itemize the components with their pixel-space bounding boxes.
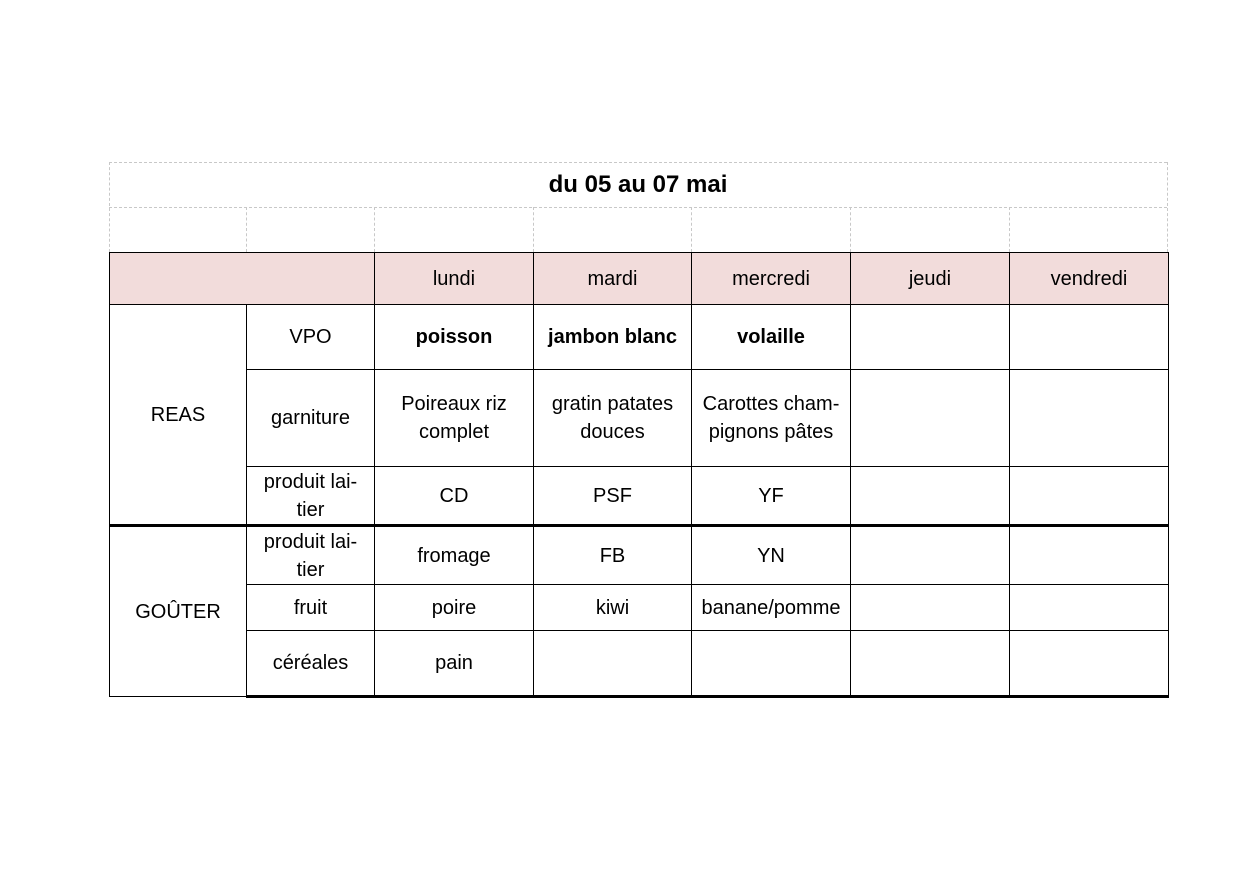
table-row bbox=[110, 467, 1169, 526]
table-row bbox=[110, 585, 1169, 631]
page-title: du 05 au 07 mai bbox=[548, 171, 728, 198]
row-label-vpo: VPO bbox=[247, 305, 375, 370]
cell-laitier-vendredi bbox=[1010, 467, 1169, 526]
cell-cereales-mardi bbox=[534, 631, 692, 697]
cell-gouter-laitier-mardi: FB bbox=[534, 526, 692, 585]
cell-fruit-vendredi bbox=[1010, 585, 1169, 631]
cell-laitier-mercredi: YF bbox=[692, 467, 851, 526]
cell-garniture-jeudi bbox=[851, 370, 1010, 467]
cell-gouter-laitier-lundi: fromage bbox=[375, 526, 534, 585]
header-corner-cell bbox=[110, 253, 375, 305]
cell-fruit-jeudi bbox=[851, 585, 1010, 631]
cell-gouter-laitier-mercredi: YN bbox=[692, 526, 851, 585]
cell-fruit-mardi: kiwi bbox=[534, 585, 692, 631]
group-label-gouter: GOÛTER bbox=[110, 526, 247, 697]
cell-fruit-mercredi: banane/pomme bbox=[692, 585, 851, 631]
blank-row-gridline bbox=[1009, 207, 1010, 252]
table-row bbox=[110, 370, 1169, 467]
cell-vpo-lundi: poisson bbox=[375, 305, 534, 370]
row-label-fruit: fruit bbox=[247, 585, 375, 631]
cell-cereales-lundi: pain bbox=[375, 631, 534, 697]
row-label-produit-laitier: produit lai-tier bbox=[247, 467, 375, 526]
title-right-gridline bbox=[1167, 162, 1168, 252]
table-header-row bbox=[110, 253, 1169, 305]
table-row bbox=[110, 631, 1169, 697]
cell-gouter-laitier-vendredi bbox=[1010, 526, 1169, 585]
cell-garniture-mardi: gratin patates douces bbox=[534, 370, 692, 467]
cell-garniture-mercredi: Carottes cham-pignons pâtes bbox=[692, 370, 851, 467]
cell-vpo-mardi: jambon blanc bbox=[534, 305, 692, 370]
blank-row-gridline bbox=[850, 207, 851, 252]
row-label-produit-laitier: produit lai-tier bbox=[247, 526, 375, 585]
cell-laitier-lundi: CD bbox=[375, 467, 534, 526]
cell-garniture-lundi: Poireaux riz complet bbox=[375, 370, 534, 467]
blank-row-gridline bbox=[246, 207, 247, 252]
day-header-lundi: lundi bbox=[375, 253, 534, 305]
table-row bbox=[110, 526, 1169, 585]
cell-garniture-vendredi bbox=[1010, 370, 1169, 467]
blank-row-gridline bbox=[691, 207, 692, 252]
day-header-mardi: mardi bbox=[534, 253, 692, 305]
cell-fruit-lundi: poire bbox=[375, 585, 534, 631]
blank-row-gridline bbox=[374, 207, 375, 252]
cell-cereales-jeudi bbox=[851, 631, 1010, 697]
cell-vpo-vendredi bbox=[1010, 305, 1169, 370]
menu-table bbox=[109, 252, 1169, 698]
cell-laitier-mardi: PSF bbox=[534, 467, 692, 526]
day-header-vendredi: vendredi bbox=[1010, 253, 1169, 305]
blank-row-gridline bbox=[533, 207, 534, 252]
cell-laitier-jeudi bbox=[851, 467, 1010, 526]
day-header-jeudi: jeudi bbox=[851, 253, 1010, 305]
cell-cereales-mercredi bbox=[692, 631, 851, 697]
cell-cereales-vendredi bbox=[1010, 631, 1169, 697]
day-header-mercredi: mercredi bbox=[692, 253, 851, 305]
group-label-reas: REAS bbox=[110, 305, 247, 526]
cell-vpo-jeudi bbox=[851, 305, 1010, 370]
table-row bbox=[110, 305, 1169, 370]
row-label-cereales: céréales bbox=[247, 631, 375, 697]
row-label-garniture: garniture bbox=[247, 370, 375, 467]
cell-gouter-laitier-jeudi bbox=[851, 526, 1010, 585]
cell-vpo-mercredi: volaille bbox=[692, 305, 851, 370]
